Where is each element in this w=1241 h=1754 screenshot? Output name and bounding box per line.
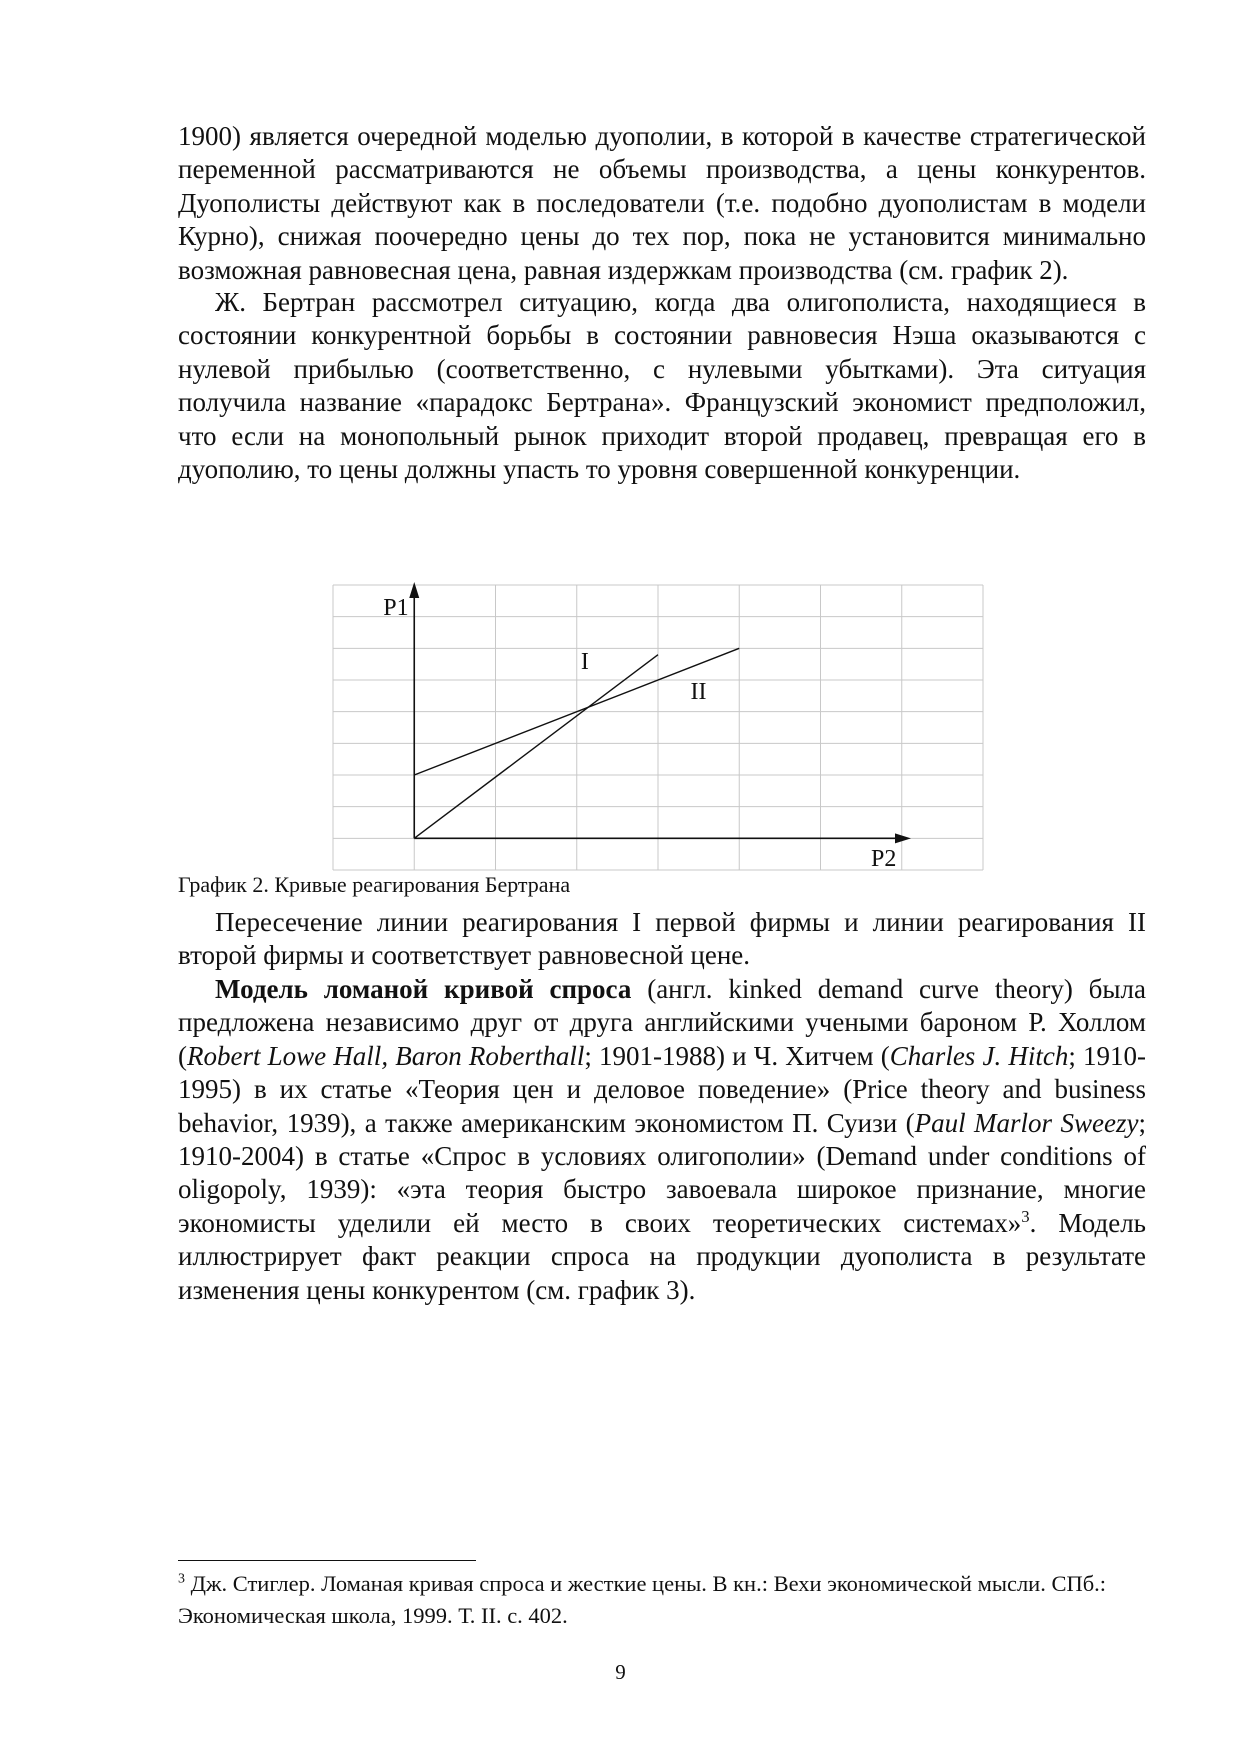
name-hitch: Charles J. Hitch: [889, 1040, 1069, 1071]
paragraph-bertrand-model: 1900) является очередной моделью дуополии, в которой в качестве стратегической переменной рассматриваются не объемы производства, а цены конкурентов. Дуополисты действуют как в последователи (т.е. подобно дуополистам в модели Курно), снижая поочередно цены до тех пор, пока не установится минимально возможная равновесная цена, равная издержкам производства (см. график 2).: [178, 121, 1146, 285]
term-kinked-demand: Модель ломаной кривой спроса: [215, 974, 632, 1004]
reaction-line-I: [414, 655, 658, 839]
name-hall: Robert Lowe Hall, Baron Roberthall: [187, 1040, 585, 1071]
name-sweezy: Paul Marlor Sweezy: [914, 1107, 1139, 1138]
label-line-I: I: [580, 648, 589, 675]
x-axis-label: P2: [871, 846, 897, 872]
footnote: [178, 1568, 1158, 1632]
text-segment: (англ. kinked demand curve theory) была предложена независимо друг от друга английскими учеными бароном Р. Холлом (: [178, 974, 1146, 1071]
paragraph-intersection: Пересечение линии реагирования I первой фирмы и линии реагирования II второй фирмы и соответствует равновесной цене.: [178, 907, 1146, 971]
y-axis-label: P1: [383, 595, 409, 621]
chart-caption: График 2. Кривые реагирования Бертрана: [178, 872, 571, 897]
footnote-reference[interactable]: 3: [1021, 1206, 1030, 1226]
footnote-separator: [178, 1560, 476, 1561]
paragraph-kinked-demand: [178, 973, 1146, 1307]
paragraph-bertrand-paradox: Ж. Бертран рассмотрел ситуацию, когда два олигополиста, находящиеся в состоянии конкурентной борьбы в состоянии равновесия Нэша оказываются с нулевой прибылью (соответственно, с нулевыми убытками). Эта ситуация получила название «парадокс Бертрана». Французский экономист предположил, что если на монопольный рынок приходит второй продавец, превращая его в дуополию, то цены должны упасть то уровня совершенной конкуренции.: [178, 287, 1146, 485]
page-number: 9: [615, 1660, 626, 1684]
x-axis-arrow: [895, 833, 911, 843]
label-line-II: II: [690, 679, 707, 705]
chart-svg: [333, 585, 983, 870]
text-segment: . Модель иллюстрирует факт реакции спроса на продукции дуополиста в результате изменения цены конкурентом (см. график 3).: [178, 1207, 1146, 1305]
text-segment: ; 1901-1988) и Ч. Хитчем (: [584, 1040, 890, 1071]
text-segment: ; 1910-1995) в их статье «Теория цен и деловое поведение» (Price theory and business behavior, 1939), а также американским экономистом П. Суизи (: [178, 1040, 1146, 1138]
footnote-mark: 3: [178, 1571, 185, 1587]
bertrand-reaction-curves-chart: [333, 585, 983, 870]
footnote-text: Дж. Стиглер. Ломаная кривая спроса и жесткие цены. В кн.: Вехи экономической мысли. СПб.: Экономическая школа, 1999. Т. II. с. 402.: [178, 1571, 1107, 1628]
y-axis-arrow: [409, 582, 419, 598]
chart-grid: [333, 585, 983, 870]
text-segment: ; 1910-2004) в статье «Спрос в условиях олигополии» (Demand under conditions of oligopoly, 1939): «эта теория быстро завоевала широкое признание, многие экономисты уделили ей место в своих теоретических системах»: [178, 1107, 1146, 1238]
